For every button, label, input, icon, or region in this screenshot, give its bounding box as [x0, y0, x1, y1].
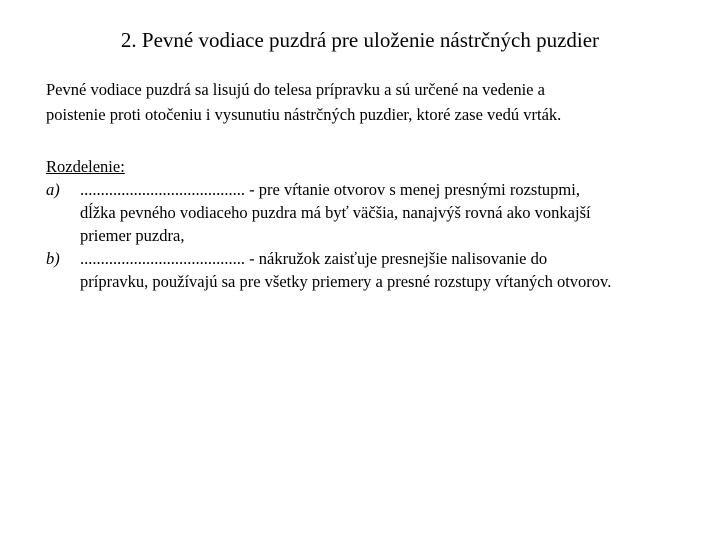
intro-paragraph: [46, 77, 686, 127]
list-item-marker: b): [46, 249, 60, 268]
intro-line: poistenie proti otočeniu i vysunutiu nástrčných puzdier, ktoré zase vedú vrták.: [46, 105, 562, 124]
list-item-line: ........................................ - pre vŕtanie otvorov s menej presnými rozstupmi,: [80, 180, 580, 199]
list-item: [46, 247, 696, 293]
list-item: [46, 178, 696, 247]
section-heading: Rozdelenie:: [46, 157, 125, 176]
classification-section: [46, 155, 696, 293]
list-item-line: ........................................ - nákružok zaisťuje presnejšie nalisovanie do: [80, 249, 548, 268]
list-item-line: priemer puzdra,: [80, 226, 185, 245]
list-item-marker: a): [46, 180, 60, 199]
intro-line: Pevné vodiace puzdrá sa lisujú do telesa prípravku a sú určené na vedenie a: [46, 80, 545, 99]
list-item-line: prípravku, používajú sa pre všetky priemery a presné rozstupy vŕtaných otvorov.: [80, 272, 612, 291]
slide-title: 2. Pevné vodiace puzdrá pre uloženie nástrčných puzdier: [120, 28, 600, 52]
list-item-line: dĺžka pevného vodiaceho puzdra má byť väčšia, nanajvýš rovná ako vonkajší: [80, 203, 591, 222]
